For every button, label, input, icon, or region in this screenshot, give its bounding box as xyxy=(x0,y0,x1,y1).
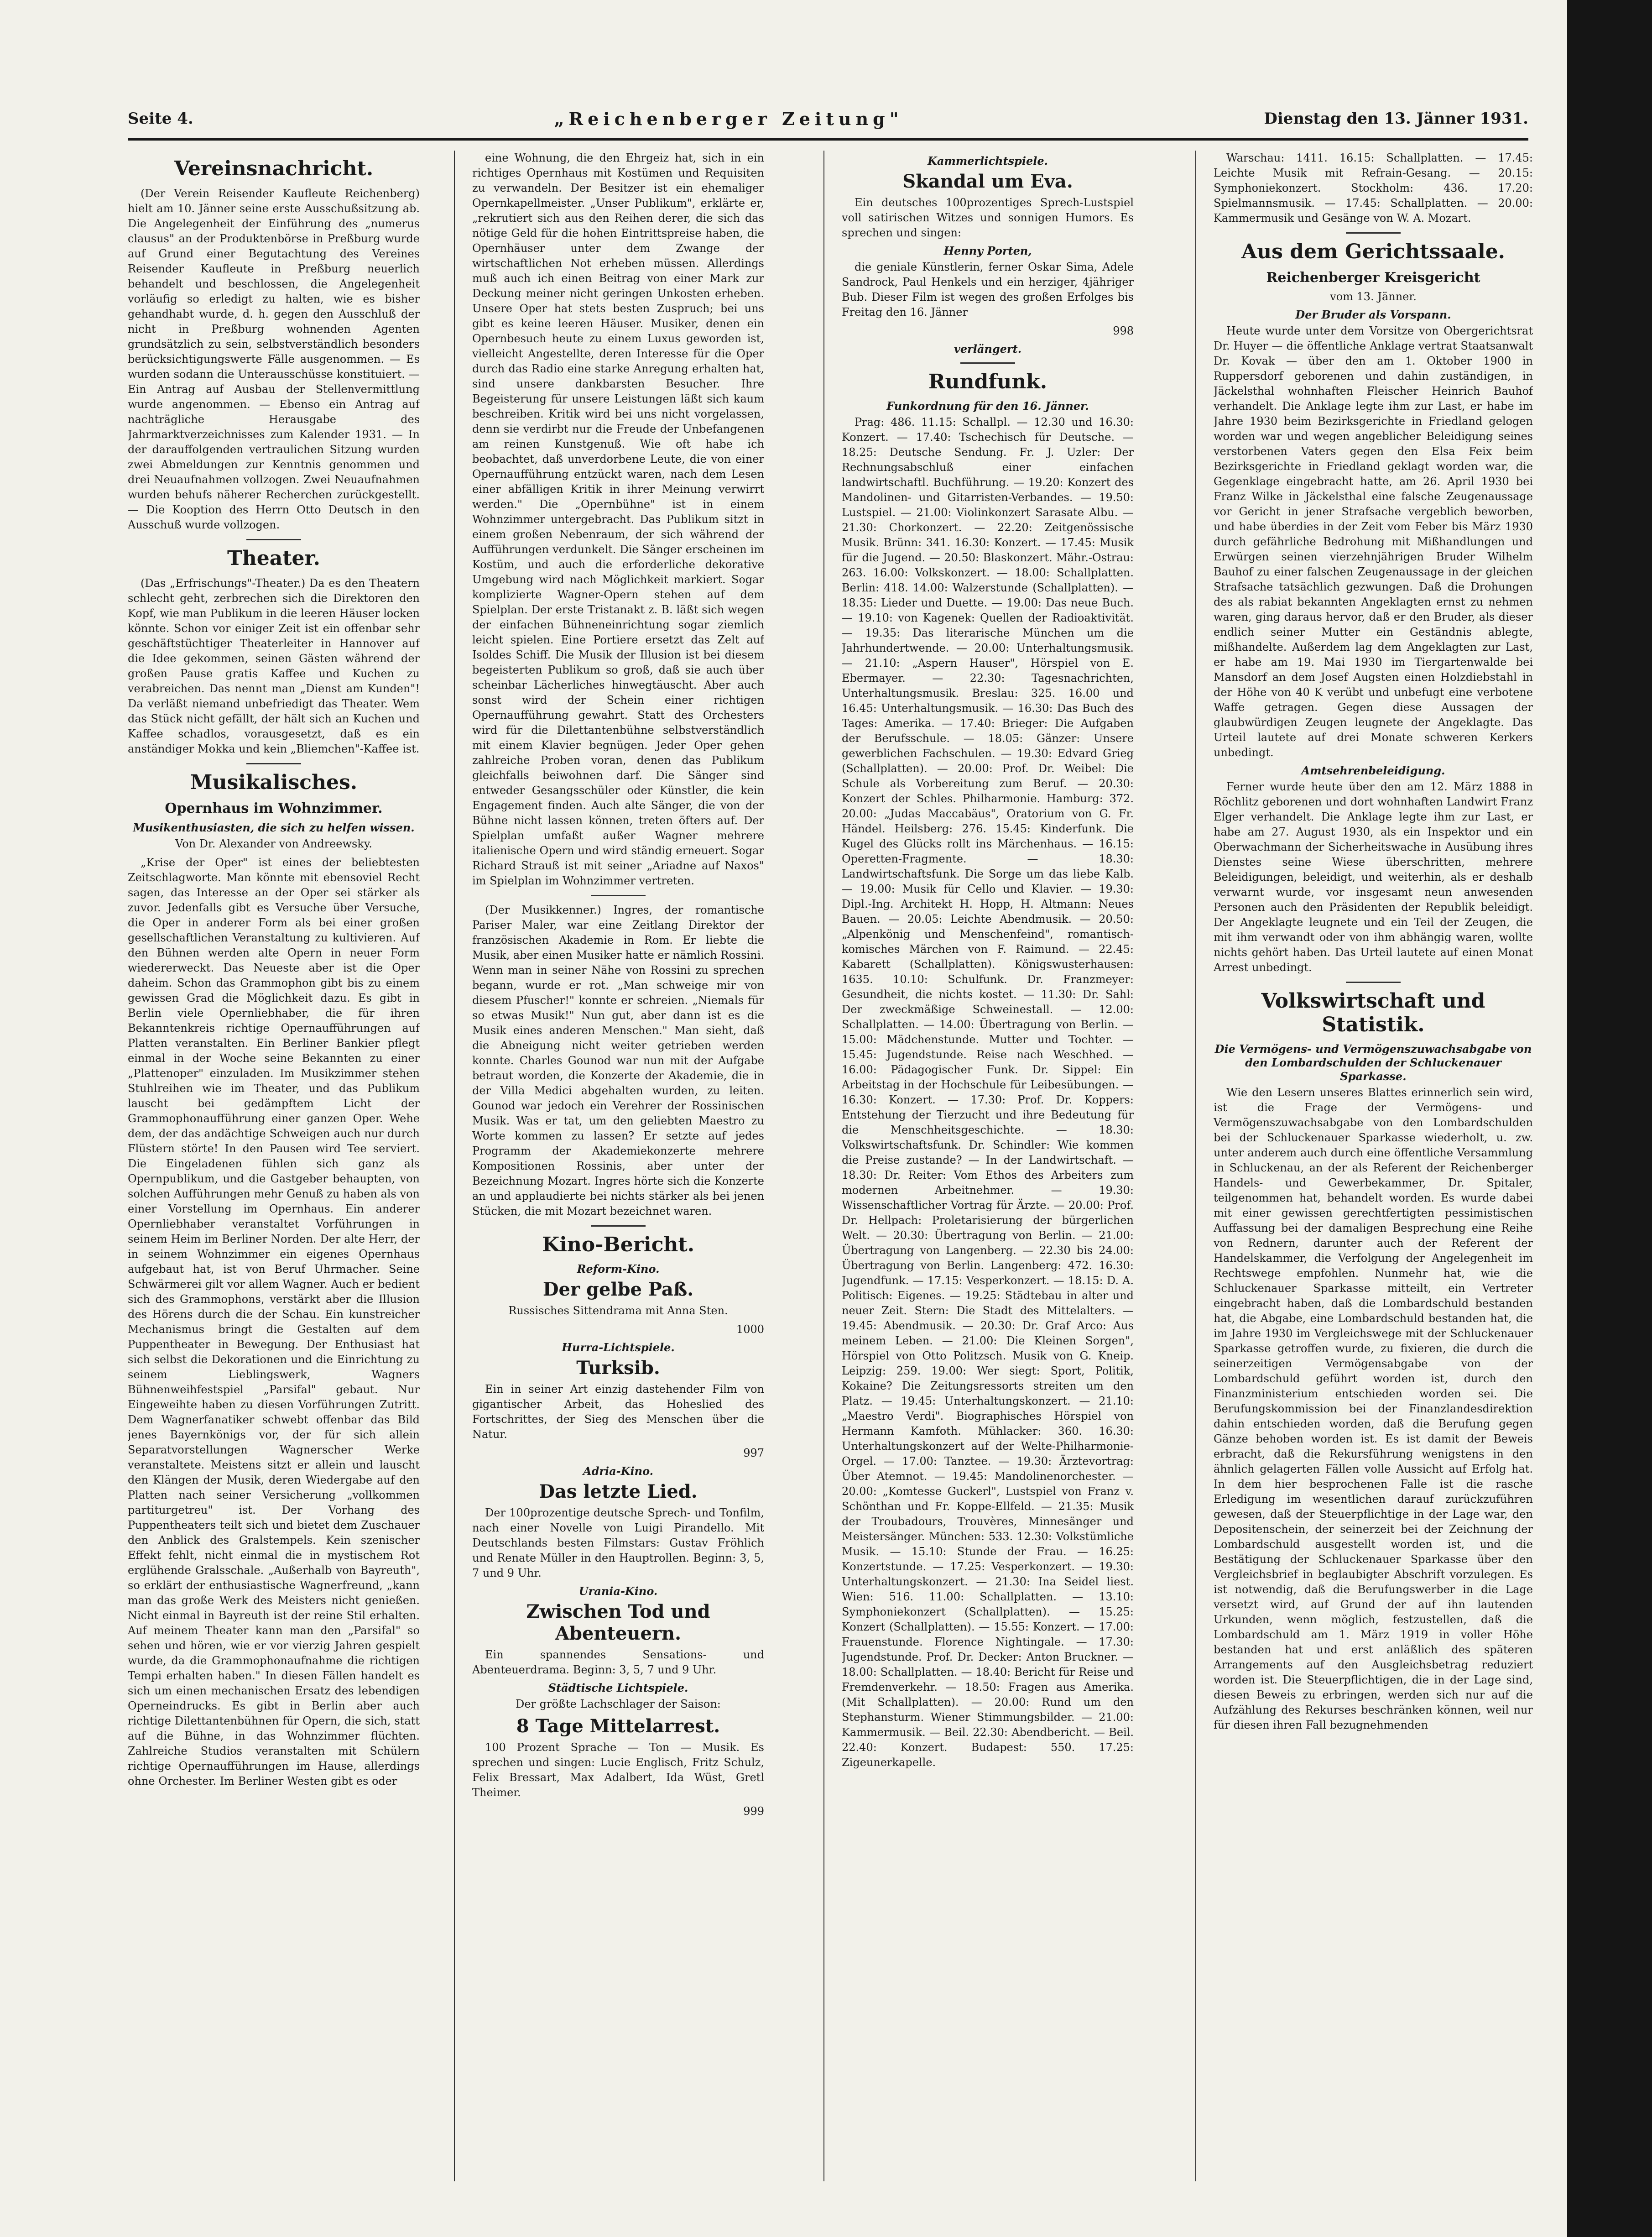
separator xyxy=(246,539,301,540)
separator xyxy=(246,763,301,764)
cinema-name: Hurra-Lichtspiele. xyxy=(562,1341,675,1354)
film-title: Der gelbe Paß. xyxy=(542,1279,694,1300)
case-article: Ferner wurde heute über den am 12. März 1888 in Röchlitz geborenen und dort wohnhaften Landwirt Franz Elger verhandelt. Die Anklage legte ihm zur Last, er habe am 27. August 1930, als ein Inspektor und ein Oberwachmann der Sicherheitswache in Ausübung ihres Dienstes seine Wiese überschritten, mehrere Beleidigungen, beleidigt, und weiterhin, als er deshalb verwarnt wurde, vor insgesamt neun anwesenden Personen auch den Präsidenten der Republik beleidigt. Der Angeklagte leugnete und ein Teil der Zeugen, die mit ihm verwandt oder von ihm abhängig waren, wollte nichts gehört haben. Das Urteil lautete auf einen Monat Arrest unbedingt. xyxy=(1214,780,1533,974)
section-title-volkswirtschaft: Volkswirtschaft und Statistik. xyxy=(1261,989,1485,1036)
case-title: Der Bruder als Vorspann. xyxy=(1295,308,1451,321)
section-title-gericht: Aus dem Gerichtssaale. xyxy=(1241,240,1505,263)
cinema-name: Kammerlichtspiele. xyxy=(928,154,1048,167)
film-tagline: Der größte Lachschlager der Saison: xyxy=(516,1698,721,1710)
scan-edge xyxy=(1567,0,1652,2237)
cinema-name: Reform-Kino. xyxy=(577,1262,660,1275)
article-headline: Die Vermögens- und Vermögenszuwachsabgabe von den Lombardschulden der Schluckenauer Sparkasse. xyxy=(1214,1042,1532,1083)
radio-program: Prag: 486. 11.15: Schallpl. — 12.30 und 16.30: Konzert. — 17.40: Tschechisch für Deutsche. — 18.25: Deutsche Sendung. Fr. J. Uzler: Der Rechnungsabschluß einer einfachen landwirtschaftl. Buchführung. — 19.20: Konzert des Mandolinen- und Gitarristen-Verbandes. — 19.50: Lustspiel. — 21.00: Violinkonzert Sarasate Albu. — 21.30: Chorkonzert. — 22.20: Zeitgenössische Musik. Brünn: 341. 16.30: Konzert. — 17.45: Musik für die Jugend. — 20.50: Blaskonzert. Mähr.-Ostrau: 263. 16.00: Volkskonzert. — 18.00: Schallplatten. Berlin: 418. 14.00: Walzerstunde (Schallplatten). — 18.35: Lieder und Duette. — 19.00: Das neue Buch. — 19.10: von Kagenek: Quellen der Radioaktivität. — 19.35: Das literarische München um die Jahrhundertwende. — 20.00: Unterhaltungsmusik. — 21.10: „Aspern Hauser", Hörspiel von E. Ebermayer. — 22.30: Tagesnachrichten, Unterhaltungsmusik. Breslau: 325. 16.00 und 16.45: Unterhaltungsmusik. — 16.30: Das Buch des Tages: Amerika. — 17.40: Brieger: Die Aufgaben der Berufsschule. — 18.05: Gänzer: Unsere gewerblichen Fachschulen. — 19.30: Edvard Grieg (Schallplatten). — 20.00: Prof. Dr. Weibel: Die Schule als Vorbereitung zum Beruf. — 20.30: Konzert der Schles. Philharmonie. Hamburg: 372. 20.00: „Judas Maccabäus", Oratorium von G. Fr. Händel. Heilsberg: 276. 15.45: Kinderfunk. Die Kugel des Glücks rollt ins Märchenhaus. — 16.15: Operetten-Fragmente. — 18.30: Landwirtschaftsfunk. Die Sorge um das liebe Kalb. — 19.00: Musik für Cello und Klavier. — 19.30: Dipl.-Ing. Architekt H. Hopp, H. Altmann: Neues Bauen. — 20.05: Leichte Abendmusik. — 20.50: „Alpenkönig und Menschenfeind", romantisch-komisches Märchen von F. Raimund. — 22.45: Kabarett (Schallplatten). Königswusterhausen: 1635. 10.10: Schulfunk. Dr. Franzmeyer: Gesundheit, die nichts kostet. — 11.30: Dr. Sahl: Der zweckmäßige Schweinestall. — 12.00: Schallplatten. — 14.00: Übertragung von Berlin. — 15.00: Mädchenstunde. Mutter und Tochter. — 15.45: Jugendstunde. Reise nach Weschhed. — 16.00: Pädagogischer Funk. Dr. Sippel: Ein Arbeitstag in der Hochschule für Leibesübungen. — 16.30: Konzert. — 17.30: Prof. Dr. Koppers: Entstehung der Tierzucht und ihre Bedeutung für die Menschheitsgeschichte. — 18.30: Volkswirtschaftsfunk. Dr. Schindler: Wie kommen die Preise zustande? — In der Landwirtschaft. — 18.30: Dr. Reiter: Vom Ethos des Arbeiters zum modernen Arbeitnehmer. — 19.30: Wissenschaftlicher Vortrag für Ärzte. — 20.00: Prof. Dr. Hellpach: Proletarisierung der bürgerlichen Welt. — 20.30: Übertragung von Berlin. — 21.00: Übertragung von Langenberg. — 22.30 bis 24.00: Übertragung von Berlin. Langenberg: 472. 16.30: Jugendfunk. — 17.15: Vesperkonzert. — 18.15: D. A. Politisch: Eigenes. — 19.25: Städtebau in alter und neuer Zeit. Stern: Die Stadt des Mittelalters. — 19.45: Abendmusik. — 20.30: Dr. Graf Arco: Aus meinem Leben. — 21.00: Die Kleinen Sorgen", Hörspiel von Otto Politzsch. Musik von G. Kneip. Leipzig: 259. 19.00: Wer siegt: Sport, Politik, Kokaine? Die Zeitungsressorts streiten um den Platz. — 19.45: Unterhaltungskonzert. — 21.10: „Maestro Verdi". Biographisches Hörspiel von Hermann Kamfoth. Mühlacker: 360. 16.30: Unterhaltungskonzert auf der Welte-Philharmonie-Orgel. — 17.00: Tanztee. — 19.30: Ärztevortrag: Über Atemnot. — 19.45: Mandolinenorchester. — 20.00: „Komtesse Guckerl", Lustspiel von Franz v. Schönthan und Fr. Koppe-Ellfeld. — 21.35: Musik der Troubadours, Trouvères, Minnesänger und Meistersänger. München: 533. 12.30: Volkstümliche Musik. — 15.10: Stunde der Frau. — 16.25: Konzertstunde. — 17.25: Vesperkonzert. — 19.30: Unterhaltungskonzert. — 21.30: Ina Seidel liest. Wien: 516. 11.00: Schallplatten. — 13.10: Symphoniekonzert (Schallplatten). — 15.25: Konzert (Schallplatten). — 15.55: Konzert. — 17.00: Frauenstunde. Florence Nightingale. — 17.30: Jugendstunde. Prof. Dr. Decker: Anton Bruckner. — 18.00: Schallplatten. — 18.40: Bericht für Reise und Fremdenverkehr. — 18.50: Fragen aus Amerika. (Mit Schallplatten). — 20.00: Rund um den Stephansturm. Wiener Stimmungsbilder. — 21.00: Kammermusik. — Beil. 22.30: Abendbericht. — Beil. 22.40: Konzert. Budapest: 550. 17.25: Zigeunerkapelle. xyxy=(842,416,1134,1769)
case-title: Amtsehrenbeleidigung. xyxy=(1301,764,1445,777)
film-title: Zwischen Tod und Abenteuern. xyxy=(526,1601,710,1644)
ad-number: 999 xyxy=(743,1805,764,1818)
section-title-musik: Musikalisches. xyxy=(190,771,358,794)
cinema-name: Urania-Kino. xyxy=(578,1584,658,1598)
film-title: Das letzte Lied. xyxy=(539,1481,698,1502)
section-title-verein: Vereinsnachricht. xyxy=(174,157,374,180)
section-title-theater: Theater. xyxy=(227,547,320,570)
article-headline-oper: Opernhaus im Wohnzimmer. xyxy=(165,800,383,816)
oper-article: „Krise der Oper" ist eines der beliebtesten Zeitschlagworte. Man könnte mit ebensoviel Recht sagen, das Interesse an der Oper sei stärker als zuvor. Jedenfalls gibt es Versuche über Versuche, die Oper in anderer Form als bei einer großen gesellschaftlichen Veranstaltung zu kultivieren. Auf den Bühnen werden alte Opern in neuer Form wiedererweckt. Das Neueste aber ist die Oper daheim. Schon das Grammophon gibt bis zu einem gewissen Grad die Möglichkeit dazu. Es gibt in Berlin viele Opernliebhaber, die für ihren Bekanntenkreis richtige Opernaufführungen auf Platten veranstalten. Ein Berliner Bankier pflegt einmal in der Woche seine Bekannten zu einer „Plattenoper" einzuladen. Im Musikzimmer stehen Stuhlreihen wie im Theater, und das Publikum lauscht bei gedämpftem Licht der Grammophonaufführung einer ganzen Oper. Wehe dem, der das andächtige Schweigen auch nur durch Flüstern störte! In den Pausen wird Tee serviert. Die Eingeladenen fühlen sich ganz als Opernpublikum, und die Gastgeber behaupten, von solchen Aufführungen mehr Genuß zu haben als von einer Vorstellung im Opernhaus. Ein anderer Opernliebhaber veranstaltet Vorführungen in seinem Heim im Berliner Norden. Der alte Herr, der in seinem Wohnzimmer ein eigenes Opernhaus aufgebaut hat, ist von Beruf Uhrmacher. Seine Schwärmerei gilt vor allem Wagner. Auch er bedient sich des Grammophons, verstärkt aber die Illusion des Hörens durch die der Schau. Ein kunstreicher Mechanismus bringt die Gestalten auf dem Puppentheater in Bewegung. Der Enthusiast hat sich selbst die Dekorationen und die Einrichtung zu seinem Lieblingswerk, Wagners Bühnenweihfestspiel „Parsifal" gebaut. Nur Eingeweihte haben zu diesen Vorführungen Zutritt. Dem Wagnerfanatiker schwebt offenbar das Bild jenes Bayernkönigs vor, der für sich allein Separatvorstellungen Wagnerscher Werke veranstaltete. Meistens sitzt er allein und lauscht den Klängen der Musik, deren Wiedergabe auf den Platten nach seiner Versicherung „vollkommen partiturgetreu" ist. Der Vorhang des Puppentheaters teilt sich und bietet dem Zuschauer den Anblick des Gralstempels. Kein szenischer Effekt fehlt, nicht einmal die in mystischem Rot erglühende Gralsschale. „Außerhalb von Bayreuth", so erklärt der enthusiastische Wagnerfreund, „kann man das große Werk des Meisters nicht genießen. Nicht einmal in Bayreuth ist der reine Stil erhalten. Auf meinem Theater kann man den „Parsifal" so sehen und hören, wie er vor vierzig Jahren gespielt wurde, da die Grammophonaufnahme die richtigen Tempi erhalten haben." In diesen Fällen handelt es sich um einen mechanischen Ersatz des lebendigen Operneindrucks. Es gibt in Berlin aber auch richtige Dilettantenbühnen für Opern, die sich, statt auf die Bühne, in das Wohnzimmer flüchten. Zahlreiche Studios veranstalten mit Schülern richtige Opernaufführungen im Hause, allerdings ohne Orchester. Im Berliner Westen gibt es oder xyxy=(128,856,420,1788)
separator xyxy=(1346,982,1401,983)
page-number: Seite 4. xyxy=(128,110,193,128)
verein-article: (Der Verein Reisender Kaufleute Reichenberg) hielt am 10. Jänner seine erste Ausschußsitzung ab. Die Angelegenheit der Einführung des „numerus clausus" an der Produktenbörse in Preßburg wurde auf Grund einer Begutachtung des Vereines Reisender Kaufleute in Preßburg neuerlich behandelt und beschlossen, die Angelegenheit vorläufig so erledigt zu halten, wie es bisher gehandhabt wurde, d. h. gegen den Ausschluß der nicht in Preßburg wohnenden Agenten grundsätzlich zu sein, selbstverständlich besonders berücksichtigungswerte Fälle ausgenommen. — Es wurden sodann die Unterausschüsse konstituiert. — Ein Antrag auf Ausbau der Stellenvermittlung wurde angenommen. — Ebenso ein Antrag auf nachträgliche Herausgabe des Jahrmarktverzeichnisses zum Kalender 1931. — In der darauffolgenden vertraulichen Sitzung wurden zwei Abmeldungen zur Kenntnis genommen und drei Neuaufnahmen vollzogen. Zwei Neuaufnahmen wurden behufs näherer Recherchen zurückgestellt. — Die Kooption des Herrn Otto Deutsch in den Ausschuß wurde vollzogen. xyxy=(128,187,420,531)
theater-article: (Das „Erfrischungs"-Theater.) Da es den Theatern schlecht geht, zerbrechen sich die Direktoren den Kopf, wie man Publikum in die leeren Häuser locken könnte. Schon vor einiger Zeit ist ein offenbar sehr geschäftstüchtiger Theaterleiter in Hannover auf die Idee gekommen, seinen Gästen während der großen Pause gratis Kaffee und Kuchen zu verabreichen. Das nennt man „Dienst am Kunden"! Da verläßt niemand unbefriedigt das Theater. Wem das Stück nicht gefällt, der hält sich an Kuchen und Kaffee schadlos, vorausgesetzt, daß es ein anständiger Mokka und kein „Bliemchen"-Kaffee ist. xyxy=(128,577,420,755)
separator xyxy=(591,895,646,896)
film-description: Ein deutsches 100prozentiges Sprech-Lustspiel voll satirischen Witzes und sonnigen Humors. Es sprechen und singen: xyxy=(842,196,1134,239)
film-title: Turksib. xyxy=(576,1357,660,1379)
article-author: Von Dr. Alexander von Andreewsky. xyxy=(175,837,372,850)
radio-program-continued: Warschau: 1411. 16.15: Schallplatten. — 17.45: Leichte Musik mit Refrain-Gesang. — 20.15: Symphoniekonzert. Stockholm: 436. 17.20: Spielmannsmusik. — 17.45: Schallplatten. — 20.00: Kammermusik und Gesänge von W. A. Mozart. xyxy=(1214,152,1533,225)
film-title: Skandal um Eva. xyxy=(902,171,1073,192)
ad-number: 1000 xyxy=(736,1323,764,1336)
masthead: „Reichenberger Zeitung" xyxy=(554,108,903,129)
cinema-name: Adria-Kino. xyxy=(583,1464,654,1478)
ad-number: 998 xyxy=(1113,324,1134,337)
film-star: Henny Porten, xyxy=(943,244,1032,257)
film-cast: die geniale Künstlerin, ferner Oskar Sima, Adele Sandrock, Paul Henkels und ein herziger, 4jähriger Bub. Dieser Film ist wegen des großen Erfolges bis Freitag den 16. Jänner xyxy=(842,261,1134,319)
column-2 xyxy=(472,151,764,2159)
ad-number: 997 xyxy=(743,1447,764,1459)
separator xyxy=(960,362,1015,364)
column-4 xyxy=(1214,151,1533,2159)
column-1 xyxy=(128,151,420,2159)
musikkenner-article: (Der Musikkenner.) Ingres, der romantische Pariser Maler, war eine Zeitlang Direktor der französischen Akademie in Rom. Er liebte die Musik, aber einen Musiker hatte er nämlich Rossini. Wenn man in seiner Nähe von Rossini zu sprechen begann, wurde er rot. „Man schweige mir von diesem Pfuscher!" konnte er schreien. „Niemals für so etwas Musik!" Nun gut, aber dann ist es die Musik eines anderen Menschen." Man sieht, daß die Abneigung nicht weiter getrieben werden konnte. Charles Gounod war nun mit der Aufgabe betraut worden, die Konzerte der Akademie, die in der Villa Medici abgehalten wurden, zu leiten. Gounod war jedoch ein Verehrer der Rossinischen Musik. Was er tat, um den geliebten Maestro zu Worte kommen zu lassen? Er setzte auf jedes Programm der Akademiekonzerte mehrere Kompositionen Rossinis, aber unter der Bezeichnung Mozart. Ingres hörte sich die Konzerte an und applaudierte bei nichts stärker als bei jenen Stücken, die mit Mozart bezeichnet waren. xyxy=(472,904,764,1218)
oper-article-continued: eine Wohnung, die den Ehrgeiz hat, sich in ein richtiges Opernhaus mit Kostümen und Requisiten zu verwandeln. Der Besitzer ist ein ehemaliger Opernkapellmeister. „Unser Publikum", erklärte er, „rekrutiert sich aus den Reihen derer, die sich das nötige Geld für die hohen Eintrittspreise haben, die Opernhäuser unter dem Zwange der wirtschaftlichen Not erheben müssen. Allerdings muß auch ich einen Beitrag von einer Mark zur Deckung meiner nicht geringen Unkosten erheben. Unsere Oper hat stets besten Zuspruch; bei uns gibt es keine leeren Häuser. Musiker, denen ein Opernbesuch heute zu einem Luxus geworden ist, vielleicht Angestellte, deren Interesse für die Oper durch das Radio eine starke Anregung erhalten hat, sind unsere dankbarsten Besucher. Ihre Begeisterung für unsere Leistungen läßt sich kaum beschreiben. Kritik wird bei uns nicht vorgelassen, denn sie verdirbt nur die Freude der Unbefangenen am reinen Kunstgenuß. Wie oft habe ich beobachtet, daß unverdorbene Leute, die von einer Opernaufführung entzückt waren, nach dem Lesen einer abfälligen Kritik in ihrer Meinung verwirrt werden." Die „Opernbühne" ist in einem Wohnzimmer untergebracht. Das Publikum sitzt in einem großen Nebenraum, der sich während der Aufführungen verdunkelt. Die Sänger erscheinen im Kostüm, und auch die erforderliche dekorative Umgebung wird nach Möglichkeit markiert. Sogar komplizierte Wagner-Opern stehen auf dem Spielplan. Der erste Tristanakt z. B. läßt sich wegen der einfachen Bühneneinrichtung sogar ziemlich leicht spielen. Eine Portiere ersetzt das Zelt auf Isoldes Schiff. Die Musik der Illusion ist bei diesem begeisterten Publikum so groß, daß sie auch über scheinbar Lächerliches hinwegtäuscht. Aber auch sonst wird der Schein einer richtigen Opernaufführung gewahrt. Statt des Orchesters wird für die Dilettantenbühne selbstverständlich mit einem Klavier begnügen. Jeder Oper gehen zahlreiche Proben voran, denen das Publikum gleichfalls beiwohnen darf. Die Sänger sind entweder Gesangsschüler oder Künstler, die kein Engagement finden. Auch alte Sänger, die von der Bühne nicht lassen können, treten öfters auf. Der Spielplan umfaßt außer Wagner mehrere italienische Opern und wird ständig erneuert. Sogar Richard Strauß ist mit seiner „Ariadne auf Naxos" im Spielplan im Wohnzimmer vertreten. xyxy=(472,152,764,887)
film-description: 100 Prozent Sprache — Ton — Musik. Es sprechen und singen: Lucie Englisch, Fritz Schulz, Felix Bressart, Max Adalbert, Ida Wüst, Gretl Theimer. xyxy=(472,1741,764,1799)
film-extended: verlängert. xyxy=(954,342,1022,355)
issue-date: Dienstag den 13. Jänner 1931. xyxy=(1264,110,1528,128)
case-article: Heute wurde unter dem Vorsitze von Obergerichtsrat Dr. Huyer — die öffentliche Anklage vertrat Staatsanwalt Dr. Kovak — über den am 1. Oktober 1900 in Ruppersdorf geborenen und dahin zuständigen, in Jäckelsthal wohnhaften Fleischer Heinrich Bauhof verhandelt. Die Anklage legte ihm zur Last, er habe im Jahre 1930 beim Bezirksgerichte in Friedland gelogen worden war und wegen angeblicher Beleidigung seines verstorbenen Vaters gegen den Elsa Feix beim Bezirksgerichte in Friedland geklagt worden war, die Gegenklage eingebracht hatte, am 26. April 1930 bei Franz Wilke in Jäckelsthal eine falsche Zeugenaussage vor Gericht in jener Strafsache vergeblich beworben, und habe überdies in der Zeit vom Feber bis März 1930 durch gefährliche Bedrohung mit Mißhandlungen und Erwürgen seinen vierzehnjährigen Bruder Wilhelm Bauhof zu einer falschen Zeugenaussage in der gleichen Strafsache tatsächlich gezwungen. Daß die Drohungen des als rabiat bekannten Angeklagten ernst zu nehmen waren, ging daraus hervor, daß er den Bruder, als dieser endlich seiner Mutter ein Geständnis ablegte, mißhandelte. Außerdem lag dem Angeklagten zur Last, er habe am 19. Mai 1930 im Tiergartenwalde bei Mansdorf an dem Josef Augsten einen Holzdiebstahl in der Höhe von 40 K verübt und unbefugt eine verbotene Waffe getragen. Gegen diese Aussagen der glaubwürdigen Zeugen leugnete der Angeklagte. Das Urteil lautete auf drei Monate schweren Kerkers unbedingt. xyxy=(1214,324,1533,759)
column-divider xyxy=(1195,151,1196,2181)
header-rule xyxy=(128,138,1528,141)
rundfunk-subtitle: Funkordnung für den 16. Jänner. xyxy=(886,399,1089,413)
page-header xyxy=(128,103,1528,135)
separator xyxy=(591,1225,646,1227)
economy-article: Wie den Lesern unseres Blattes erinnerlich sein wird, ist die Frage der Vermögens- und Vermögenszuwachsabgabe von den Lombardschulden bei der Schluckenauer Sparkasse wiederholt, u. zw. unter anderem auch durch eine öffentliche Versammlung in Schluckenau, an der als Referent der Reichenberger Handels- und Gewerbekammer, Dr. Spitaler, teilgenommen hat, behandelt worden. Es wurde dabei mit einer gewissen gerechtfertigten pessimistischen Auffassung bei der damaligen Besprechung eine Reihe von Rednern, darunter auch der Referent der Handelskammer, die Verfolgung der Angelegenheit im Rechtswege empfohlen. Nunmehr hat, wie die Schluckenauer Sparkasse mitteilt, ein Vertreter eingebracht haben, daß die Lombardschuld bestanden hat, die Abgabe, eine Lombardschuld bestanden hat, die im Jahre 1930 im Vergleichswege mit der Schluckenauer Sparkasse getroffen wurde, zu fixieren, die durch die seinerzeitigen Vermögensabgabe von der Lombardschuld geführt worden ist, durch den Finanzministerium entschieden worden sei. Die Berufungskommission bei der Finanzlandesdirektion dahin entschieden worden, daß die Berufung gegen Gänze behoben worden ist. Es ist damit der Beweis erbracht, daß die Rekursführung wenigstens in den ähnlich gelagerten Fällen volle Aussicht auf Erfolg hat. In dem hier besprochenen Falle ist die rasche Erledigung im wesentlichen darauf zurückzuführen gewesen, daß der Steuerpflichtige in der Lage war, den Depositenschein, der seinerzeit bei der Zeichnung der Lombardschuld ausgestellt worden ist, und die Bestätigung der Schluckenauer Sparkasse über den Vergleichsbrief in beglaubigter Abschrift vorzulegen. Es ist notwendig, daß die Berufungswerber in die Lage versetzt wird, auf Grund der auf ihn lautenden Urkunden, wenn möglich, festzustellen, daß die Lombardschuld am 1. März 1919 in voller Höhe bestanden hat und erst anläßlich des späteren Arrangements auf den Ausgleichsbetrag reduziert worden ist. Die Steuerpflichtigen, die in der Lage sind, diesen Beweis zu erbringen, werden sich nur auf die Aufzählung des Rekurses beschränken können, weil nur für diesen ihren Fall bezugnehmenden xyxy=(1214,1086,1533,1731)
section-title-kino: Kino-Bericht. xyxy=(542,1233,695,1256)
film-description: Russisches Sittendrama mit Anna Sten. xyxy=(508,1304,728,1317)
film-description: Der 100prozentige deutsche Sprech- und Tonfilm, nach einer Novelle von Luigi Pirandello. Mit Deutschlands besten Filmstars: Gustav Fröhlich und Renate Müller in den Hauptrollen. Beginn: 3, 5, 7 und 9 Uhr. xyxy=(472,1506,764,1579)
section-title-rundfunk: Rundfunk. xyxy=(928,370,1047,393)
column-3 xyxy=(842,151,1134,2159)
court-name: Reichenberger Kreisgericht xyxy=(1266,270,1480,286)
film-description: Ein spannendes Sensations- und Abenteuerdrama. Beginn: 3, 5, 7 und 9 Uhr. xyxy=(472,1648,764,1676)
film-description: Ein in seiner Art einzig dastehender Film von gigantischer Arbeit, das Hoheslied des Fortschrittes, der Sieg des Menschen über die Natur. xyxy=(472,1383,764,1441)
film-title: 8 Tage Mittelarrest. xyxy=(516,1715,720,1737)
article-subheadline-oper: Musikenthusiasten, die sich zu helfen wissen. xyxy=(133,821,415,834)
court-date: vom 13. Jänner. xyxy=(1330,290,1417,303)
column-divider xyxy=(454,151,455,2181)
separator xyxy=(1346,232,1401,234)
column-divider xyxy=(823,151,824,2181)
cinema-name: Städtische Lichtspiele. xyxy=(548,1681,688,1694)
